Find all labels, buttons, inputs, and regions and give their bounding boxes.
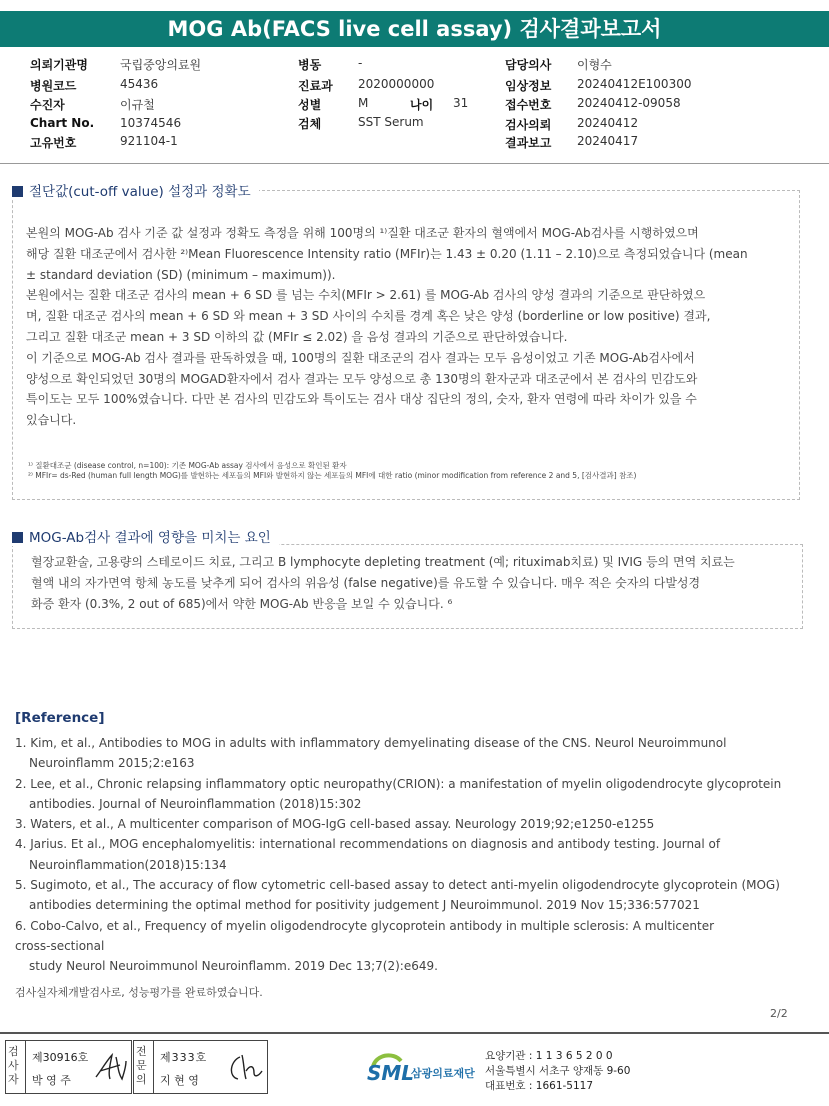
validation-statement: 검사실자체개발검사로, 성능평가를 완료하였습니다.: [15, 986, 263, 999]
value-patient-name: 이규철: [120, 98, 155, 112]
value-unique-number: 921104-1: [120, 134, 178, 148]
paragraph-line: 본원의 MOG-Ab 검사 기준 값 설정과 정확도 측정을 위해 100명의 ¹⁾질환 대조군 환자의 혈액에서 MOG-Ab검사를 시행하였으며: [26, 226, 699, 240]
specialist-role: 전문의: [136, 1045, 147, 1086]
label-patient-name: 수진자: [30, 98, 65, 112]
logo-text: SML: [367, 1061, 415, 1085]
value-chart-no: 10374546: [120, 116, 182, 130]
footer-divider: [0, 1032, 829, 1034]
value-specimen: SST Serum: [358, 115, 424, 129]
value-age: 31: [453, 96, 469, 110]
reference-item: 6. Cobo-Calvo, et al., Frequency of myelin oligodendrocyte glycoprotein antibody in multiple sclerosis: A multicenter: [15, 918, 715, 933]
label-test-request: 검사의뢰: [505, 118, 552, 132]
examiner-name: 박 영 주: [32, 1074, 71, 1087]
paragraph-line: 본원에서는 질환 대조군 검사의 mean + 6 SD 를 넘는 수치(MFIr > 2.61) 를 MOG-Ab 검사의 양성 결과의 기준으로 판단하였으: [26, 288, 706, 303]
header-divider: [0, 163, 829, 164]
paragraph-line: 혈장교환술, 고용량의 스테로이드 치료, 그리고 B lymphocyte depleting treatment (예; rituximab치료) 및 IVIG 등의 면역 치료는: [31, 555, 735, 569]
reference-item: 2. Lee, et al., Chronic relapsing inflammatory optic neuropathy(CRION): a manifestation of myelin oligodendrocyte glycoprotein: [15, 776, 782, 791]
value-clinical-info: 20240412E100300: [577, 77, 692, 91]
report-title: MOG Ab(FACS live cell assay) 검사결과보고서: [0, 11, 829, 47]
specialist-sign-box: [133, 1040, 268, 1094]
label-clinical-info: 임상정보: [505, 79, 552, 93]
reference-item: 1. Kim, et al., Antibodies to MOG in adults with inflammatory demyelinating disease of the CNS. Neurol Neuroimmunol: [15, 736, 727, 750]
examiner-signature-icon: [92, 1051, 128, 1085]
footnote-1: ¹⁾ 질환대조군 (disease control, n=100): 기존 MOG-Ab assay 검사에서 음성으로 확인된 환자: [28, 461, 347, 470]
label-unique-number: 고유번호: [30, 136, 77, 150]
org-line: 대표번호 : 1661-5117: [485, 1080, 594, 1092]
section-bullet-icon: [12, 532, 23, 543]
page-number: 2/2: [770, 1007, 788, 1020]
value-requesting-institution: 국립중앙의료원: [120, 58, 202, 72]
reference-item-cont: cross-sectional: [15, 938, 105, 953]
value-sex: M: [358, 96, 369, 110]
label-hospital-code: 병원코드: [30, 79, 77, 93]
label-chart-no: Chart No.: [30, 116, 95, 130]
org-line: 요양기관 : 1 1 3 6 5 2 0 0: [485, 1050, 613, 1062]
value-department: 2020000000: [358, 77, 435, 91]
value-ward: -: [358, 56, 363, 70]
footnote-2: ²⁾ MFIr= ds-Red (human full length MOG)를 발현하는 세포들의 MFI와 발현하지 않는 세포들의 MFI에 대한 ratio (minor modification from reference 2 and 5, [검사결과] 참조): [28, 471, 637, 480]
org-info: [485, 1049, 630, 1094]
cutoff-heading-text: 절단값(cut-off value) 설정과 정확도: [29, 184, 251, 200]
footnotes: [28, 461, 798, 481]
cutoff-section-heading: [12, 180, 259, 200]
reference-item-cont: Neuroinflammation(2018)15:134: [29, 857, 227, 872]
label-requesting-institution: 의뢰기관명: [30, 58, 88, 72]
reference-item-cont: Neuroinflamm 2015;2:e163: [29, 756, 195, 771]
label-department: 진료과: [298, 79, 333, 93]
org-line: 서울특별시 서초구 양재동 9-60: [485, 1065, 631, 1077]
value-hospital-code: 45436: [120, 77, 159, 91]
factors-section-heading: [12, 526, 279, 546]
reference-item-cont: antibodies. Journal of Neuroinflammation (2018)15:302: [29, 796, 362, 811]
factors-heading-text: MOG-Ab검사 결과에 영향을 미치는 요인: [29, 530, 271, 546]
examiner-role: 검사자: [8, 1045, 19, 1086]
label-result-report: 결과보고: [505, 136, 552, 150]
label-doctor: 담당의사: [505, 58, 552, 72]
reference-list: [15, 733, 805, 977]
label-specimen: 검체: [298, 117, 322, 131]
label-ward: 병동: [298, 58, 322, 72]
cutoff-paragraph: [26, 223, 796, 431]
examiner-sign-box: [5, 1040, 132, 1094]
paragraph-line: ± standard deviation (SD) (minimum – maximum)).: [26, 267, 336, 282]
paragraph-line: 며, 질환 대조군 검사의 mean + 6 SD 와 mean + 3 SD 사이의 수치를 경계 혹은 낮은 양성 (borderline or low positive) 결과,: [26, 309, 711, 324]
reference-item-cont: antibodies determining the optimal method for positivity judgement J Neuroimmunol. 2019 Nov 15;336:577021: [29, 898, 700, 913]
label-receipt-number: 접수번호: [505, 98, 552, 112]
patient-info: [0, 0, 829, 160]
factors-paragraph: [31, 552, 799, 614]
reference-heading: [Reference]: [15, 710, 105, 726]
specialist-name: 지 현 영: [160, 1074, 199, 1087]
value-test-request: 20240412: [577, 116, 639, 130]
label-sex: 성별: [298, 98, 322, 112]
specialist-license: 제333호: [160, 1051, 208, 1064]
label-age: 나이: [410, 98, 434, 112]
value-receipt-number: 20240412-09058: [577, 96, 681, 110]
org-name: 삼광의료재단: [411, 1067, 475, 1080]
value-result-report: 20240417: [577, 134, 639, 148]
specialist-signature-icon: [224, 1051, 264, 1085]
paragraph-line: 화증 환자 (0.3%, 2 out of 685)에서 약한 MOG-Ab 반응을 보일 수 있습니다. ⁶: [31, 596, 453, 611]
reference-item: 4. Jarius. Et al., MOG encephalomyelitis: international recommendations on diagnosis and antibody testing. Journal of: [15, 837, 721, 852]
reference-item: 3. Waters, et al., A multicenter comparison of MOG-IgG cell-based assay. Neurology 2019;92;e1250-e1255: [15, 817, 655, 832]
section-bullet-icon: [12, 186, 23, 197]
paragraph-line: 혈액 내의 자가면역 항체 농도를 낮추게 되어 검사의 위음성 (false negative)를 유도할 수 있습니다. 매우 적은 숫자의 다발성경: [31, 575, 701, 590]
paragraph-line: 특이도는 모두 100%였습니다. 다만 본 검사의 민감도와 특이도는 검사 대상 집단의 정의, 숫자, 환자 연령에 따라 차이가 있을 수: [26, 392, 697, 407]
value-doctor: 이형수: [577, 58, 612, 72]
paragraph-line: 그리고 질환 대조군 mean + 3 SD 이하의 값 (MFIr ≤ 2.02) 을 음성 결과의 기준으로 판단하였습니다.: [26, 329, 568, 344]
paragraph-line: 있습니다.: [26, 413, 77, 428]
paragraph-line: 양성으로 확인되었던 30명의 MOGAD환자에서 검사 결과는 모두 양성으로 총 130명의 환자군과 대조군에서 본 검사의 민감도와: [26, 371, 698, 386]
reference-item-cont: study Neurol Neuroimmunol Neuroinflamm. 2019 Dec 13;7(2):e649.: [29, 959, 438, 974]
paragraph-line: 해당 질환 대조군에서 검사한 ²⁾Mean Fluorescence Intensity ratio (MFIr)는 1.43 ± 0.20 (1.11 – 2.10)으로 측정되었습니다 (mean: [26, 246, 748, 261]
reference-item: 5. Sugimoto, et al., The accuracy of flow cytometric cell-based assay to detect anti-myelin oligodendrocyte glycoprotein (MOG): [15, 878, 780, 893]
examiner-license: 제30916호: [32, 1051, 89, 1064]
paragraph-line: 이 기준으로 MOG-Ab 검사 결과를 판독하였을 때, 100명의 질환 대조군의 검사 결과는 모두 음성이었고 기존 MOG-Ab검사에서: [26, 350, 695, 365]
